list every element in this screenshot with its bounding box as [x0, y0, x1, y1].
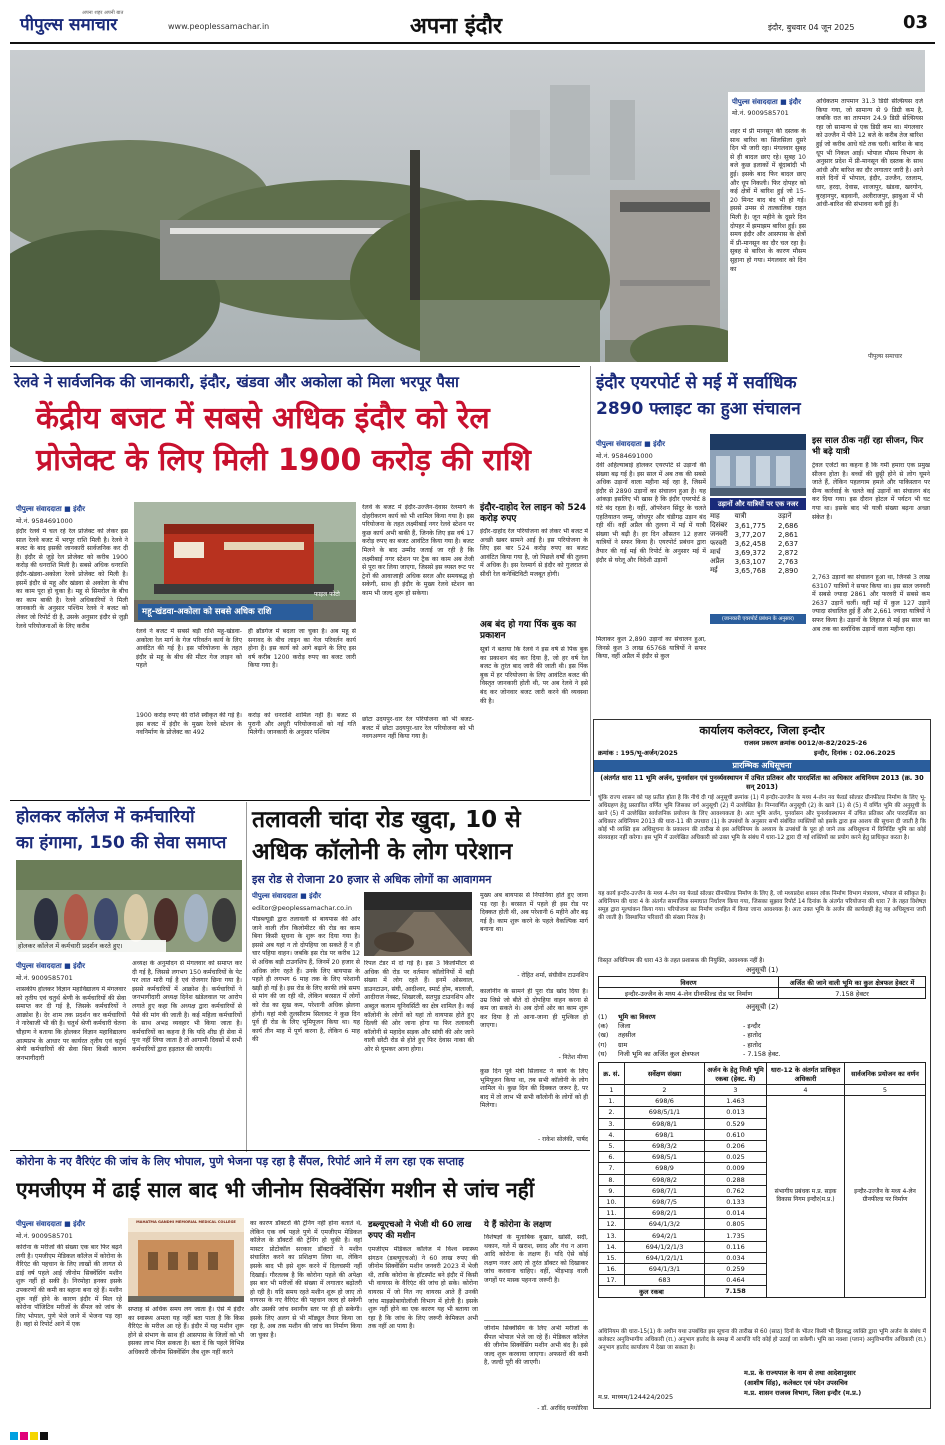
info-value: - हातोद: [743, 1031, 762, 1040]
land-cell: 698/5/1: [625, 1152, 705, 1163]
road-headline-2: अधिक कॉलोनी के लोग परेशान: [252, 839, 513, 865]
airport-cell: 3,63,107: [734, 557, 766, 566]
airport-photo: [710, 434, 806, 496]
rail-headline-2: प्रोजेक्ट के लिए मिली 1900 करोड़ की राशि: [36, 443, 531, 478]
airport-cell: 2,890: [778, 566, 799, 575]
airport-byline: पीपुल्स संवाददाता ■ इंदौर: [596, 440, 665, 448]
land-cell: 2.: [599, 1107, 625, 1118]
notice-madhyam: म.प्र. माध्यम/124424/2025: [598, 1393, 674, 1401]
table-row: [710, 548, 806, 557]
rail-column-4b: सूत्रों ने बताया कि रेलवे ने इस वर्ष से पिंक बुक का प्रकाशन बंद कर दिया है, जो हर वर्ष रेल बजट के तुरंत बाद जारी की जाती थी। इस पिंक बुक में हर परियोजना के लिए आवंटित बजट की विस्तृत जानकारी होती थी, पर अब रेलवे ने इसे बंद कर जोनवार बजट जारी करने की व्यवस्था की है।: [480, 646, 588, 705]
land-cell: 10.: [599, 1196, 625, 1207]
logo: पीपुल्स समाचार: [20, 15, 118, 35]
airport-column-1: देवी अहिल्याबाई होलकर एयरपोर्ट से उड़ानों की संख्या बढ़ गई है। इस साल में अब तक की सबसे अधिक उड़ानों वाला महीना मई रहा है, जिसमें इंदौर से 2890 उड़ानों का संचालन हुआ है। यह आंकड़ा इसलिए भी खास है कि इंदौर एयरपोर्ट 8 घंटे बंद रहता है। वहीं, ऑपरेशन सिंदूर के चलते एहतियातन जम्मू, जोधपुर और चंडीगढ़ उड़ान बंद रही थीं। वहीं अप्रैल की तुलना में मई में यात्री संख्या भी बढ़ी है। हर दिन औसतन 12 हजार यात्रियों ने सफर किया है। एयरपोर्ट प्रबंधन द्वारा तैयार की गई मई की रिपोर्ट के अनुसार मई में इंदौर से घरेलू और विदेशी उड़ानों: [596, 462, 706, 564]
land-th: धारा-12 के अंतर्गत प्राधिकृत अधिकारी: [767, 1063, 845, 1085]
land-cell: 16.: [599, 1264, 625, 1275]
land-cell: 13.: [599, 1230, 625, 1241]
airport-table-title: उड़ानों और यात्रियों पर एक नजर: [710, 498, 806, 510]
holkar-photo-caption: होलकर कॉलेज में कर्मचारी प्रदर्शन करते हुए।: [16, 940, 166, 952]
info-value: - हातोद: [743, 1040, 762, 1049]
page-number: 03: [903, 12, 929, 33]
notice-para-3: विस्तृत अधिनियम की धारा 43 के तहत प्रशासक की नियुक्ति, आवश्यक नहीं है।: [598, 958, 765, 964]
land-cell: 5.: [599, 1140, 625, 1151]
info-key: (1): [598, 1013, 608, 1021]
monsoon-photo-credit: पीपुल्स समाचार: [868, 353, 903, 360]
rail-byline: पीपुल्स संवाददाता ■ इंदौर: [16, 505, 85, 513]
land-cell: 694/1/2/1/3: [625, 1241, 705, 1252]
notice-schedule-2-info: [598, 1013, 838, 1059]
covid-column-1: कोरोना के मरीजों की संख्या एक बार फिर बढ़ने लगी है। एमजीएम मेडिकल कॉलेज में कोरोना के वैरिएंट की पहचान के लिए लाखों की लागत से ढाई वर्ष पहले आई जीनोम सिक्वेंसिंग मशीन शुरू नहीं हो सकी है। निरमोहा इनका इसके उपकरणों की कमी का बहाना बना रहे हैं। मशीन शुरू नहीं होने के कारण इंदौर में मिल रहे कोरोना पॉजिटिव मरीजों के सैंपल को जांच के लिए भोपाल, पुणे भेजे जाने में भेजना पड़ रहा है। वहां से रिपोर्ट आने में एक: [16, 1244, 122, 1329]
road-column-2: रिपल टेंडर में दो गई है। इस 3 किलोमीटर से अधिक की रोड पर वर्तमान कॉलोनियों में बड़ी संख्या में लोग रहते हैं। इनमें ओसवाल, डाउनटाउन, संघी, आदीश्वर, स्मार्ट होम, बालाजी, आदीराज नेक्स्ट, शिखरजी, सतपुड़ टाउनशिप और अब्दुल कलाम यूनिवर्सिटी का क्षेत्र शामिल है। कई कॉलोनी के लोगों को यहां तो वायपास होते हुए दिल्ली की ओर जाना होगा या फिर तलावली कॉलोनी से महादेव सड़क और सांघी की ओर जाने वाली छोटी रोड से होते हुए फिर देवास नाका की ओर से घूमकर आना होगा।: [364, 960, 474, 1053]
land-cell: 1.: [599, 1096, 625, 1107]
airport-table-source: (जानकारी एयरपोर्ट प्रबंधन के अनुसार): [710, 614, 806, 624]
notice-ref: राजस्व प्रकरण क्रमांक 0012/अ-82/2025-26: [744, 739, 868, 747]
covid-photo-sign: MAHATMA GANDHI MEMORIAL MEDICAL COLLEGE: [136, 1220, 236, 1224]
land-cell: 0.206: [705, 1140, 767, 1151]
sched1-header: अर्जित की जाने वाली भूमि का कुल क्षेत्रफल हेक्टर में: [779, 977, 926, 988]
rail-headline-1: केंद्रीय बजट में सबसे अधिक इंदौर को रेल: [36, 401, 490, 436]
land-cell: 0.464: [705, 1275, 767, 1286]
land-th: सार्वजनिक प्रयोजन का वर्णन: [845, 1063, 926, 1085]
land-total-value: 7.158: [705, 1286, 767, 1297]
land-cell: 14.: [599, 1241, 625, 1252]
registration-bar: [0, 1432, 945, 1440]
table-row: [599, 988, 926, 999]
info-label: भूमि का विवरण: [618, 1013, 656, 1021]
land-cell: 0.013: [705, 1107, 767, 1118]
info-row: [598, 1022, 838, 1031]
road-quote-1-by: - रोहित शर्मा, संघीवीन टाउनशिप: [517, 972, 588, 979]
holkar-headline-2: का हंगामा, 150 की सेवा समाप्त: [16, 833, 227, 853]
sched1-header: विवरण: [599, 977, 779, 988]
holkar-byline: पीपुल्स संवाददाता ■ इंदौर: [16, 962, 85, 970]
sched1-cell: 7.158 हेक्टर: [779, 988, 926, 999]
cyan-swatch: [10, 1432, 18, 1440]
land-cell: 1.735: [705, 1230, 767, 1241]
table-row: [710, 539, 806, 548]
rail-column-2d: करोड़ को धनराशि शामिल नहीं है। बजट से पुरानी और अधूरी परियोजनाओं को नई गति मिलेगी। जानकारी के अनुसार पश्चिम: [248, 712, 356, 737]
land-cell: 694/2/1: [625, 1230, 705, 1241]
holkar-photo: [16, 860, 242, 952]
covid-column-5: विशेषज्ञों के मुताबिक बुखार, खांसी, सर्दी, थकान, गले में खराश, स्वाद और गंध न आना आदि कोरोना के लक्षण हैं। यदि ऐसे कोई लक्षण नजर आएं तो तुरंत डॉक्टर को दिखाकर जांच करवाना चाहिए। वहीं, भीड़भाड़ वाली जगहों पर मास्क पहनना जरूरी है।: [484, 1234, 588, 1284]
airport-cell: 3,77,207: [734, 530, 766, 539]
land-th: अर्जन के हेतु निजी भूमि रकबा (हेक्ट. में): [705, 1063, 767, 1085]
rail-column-2b: ही ब्रॉडगेज में बदला जा चुका है। अब महू से सनावद के बीच लाइन का गेज परिवर्तन कार्य होना है। इस कार्य को आगे बढ़ाने के लिए इस वर्ष करीब 1200 करोड़ रुपए का बजट जारी किया गया है।: [248, 628, 356, 670]
airport-cell: 3,62,458: [734, 539, 766, 548]
rail-photo-credit: फाइल फोटो: [314, 591, 340, 598]
masthead: [10, 10, 935, 44]
land-cell: 694/1/2/1/1: [625, 1252, 705, 1263]
rail-column-3-sub: छोटा उदयपुर-धार रेल परियोजना को भी बजट- बजट में छोटा उदयपुर-धार रेल परियोजना को भी नवगअग्गन नहीं किया गया है।: [362, 716, 474, 741]
info-key: (घ): [598, 1049, 607, 1058]
land-cell: 698/7/1: [625, 1185, 705, 1196]
site-url[interactable]: www.peoplessamachar.in: [168, 22, 270, 31]
covid-column-2: सप्ताह से अधिक समय लग जाता है। ऐसे में इंदौर का स्वास्थ्य अमला यह नहीं बता पाता है कि किस वैरिएंट के मरीज आ रहे हैं। इंदौर में यह मशीन शुरू होने से संभाग के साथ ही आसपास के जिलों को भी इसका लाभ मिल सकता है। बता दें कि पहले विभिन्न अधिकारी जीनोम सिक्वेंसिंग लैब शुरू नहीं करने: [128, 1306, 244, 1356]
dateline: इंदौर, बुधवार 04 जून 2025: [768, 23, 855, 32]
land-col-num: 3: [705, 1085, 767, 1096]
airport-column-1b: मिलाकर कुल 2,890 उड़ानों का संचालन हुआ, जिनसे कुल 3 लाख 65768 यात्रियों ने सफर किया, वहीं अप्रैल में इंदौर से कुल: [596, 636, 706, 661]
land-cell: 0.034: [705, 1252, 767, 1263]
covid-sub-head-2: ये हैं कोरोना के लक्षण: [484, 1220, 552, 1230]
covid-kicker: कोरोना के नए वैरिएंट की जांच के लिए भोपाल, पुणे भेजना पड़ रहा है सैंपल, रिपोर्ट आने में लग रहा एक सप्ताह: [16, 1155, 464, 1168]
monsoon-byline: पीपुल्स संवाददाता ■ इंदौर: [732, 98, 801, 106]
airport-cell: दिसंबर: [710, 521, 728, 529]
airport-cell: 2,872: [778, 548, 799, 557]
info-key: (क): [598, 1022, 609, 1031]
land-cell: 0.133: [705, 1196, 767, 1207]
notice-schedule-1-table: [598, 976, 926, 999]
info-label: जिला: [618, 1022, 631, 1031]
airport-cell: मार्च: [710, 548, 721, 556]
land-total-label: कुल रकबा: [599, 1286, 705, 1297]
land-cell: 683: [625, 1275, 705, 1286]
holkar-headline-1: होलकर कॉलेज में कर्मचारियों: [16, 807, 195, 827]
notice-schedule-2-label: अनुसूची (2): [745, 1003, 779, 1011]
airport-cell: 3,61,775: [734, 521, 766, 530]
land-cell: 4.: [599, 1129, 625, 1140]
airport-th-flights: उड़ानें: [778, 512, 792, 520]
covid-byline: पीपुल्स संवाददाता ■ इंदौर: [16, 1220, 85, 1228]
airport-headline-1: इंदौर एयरपोर्ट से मई में सर्वाधिक: [596, 373, 797, 393]
airport-column-3: 2,763 उड़ानों का संचालन हुआ था, जिनसे 3 लाख 63107 यात्रियों ने सफर किया था। इस साल जनवरी में सबसे ज्यादा 2861 और फरवरी में सबसे कम 2637 उड़ानें चलीं। वहीं मई में कुल 127 उड़ानें ज्यादा संचालित हुई हैं और 2,661 ज्यादा यात्रियों ने सफर किया है। उड़ानों के लिहाज से मई इस साल का अब तक का सर्वाधिक उड़ानों वाला महीना रहा।: [812, 574, 930, 633]
land-cell: 694/1/3/2: [625, 1219, 705, 1230]
sched1-cell: इन्दौर-उज्जैन के मध्य 4-लेन ग्रीनफील्ड रोड पर निर्माण: [599, 988, 779, 999]
airport-cell: 2,686: [778, 521, 799, 530]
airport-cell: 2,637: [778, 539, 799, 548]
notice-office: कार्यालय कलेक्टर, जिला इन्दौर: [699, 724, 825, 737]
notice-signature-1: म.प्र. के राज्यपाल के नाम से तथा आदेशानुसार: [744, 1369, 856, 1377]
notice-para-1: चूंकि राज्य शासन को यह प्रतीत होता है कि नीचे दी गई अनुसूची क्रमांक (1) में इन्दौर-उज्जैन के मध्य 4-लेन नव फेवर्ड सोल्डर ग्रीनफील्ड निर्माण के लिए भू-अधिग्रहण हेतु प्रस्तावित वर्णित भूमि जिसका वर्ग अनुसूची (2) में उल्लेखित है। निम्नवर्णित अनुसूची (2) के खाने (1) से (5) में वर्णित भूमि की अनुसूची के खाने (5) में उल्लेखित सार्वजनिक प्रयोजन के लिए आवश्यकता है। अतः भूमि अर्जन, पुनर्वासन और पुनर्व्यवस्थापन में उचित प्रतिकर और पारदर्शिता का अधिकार अधिनियम 2013 की धारा-11 की उपधारा (1) के उपबंधों के अनुसार सभी संबंधित व्यक्तियों को इसके द्वारा इस आशय की सूचना दी जाती है कि कोई भी व्यक्ति इस अधिसूचना के प्रकाशन की तारीख से इस अधिनियम के अध्याय के उपबंधों के पूरा हो जाने तक अधिसूचना में विनिर्दिष्ट भूमि का कोई संव्यवहार नहीं करेगा। इस भूमि में उल्लेखित अधिकारी को उक्त भूमि के संबंध में धारा-12 द्वारा दी गई शक्तियों का प्रयोग करने हेतु प्राधिकृत करता है।: [598, 795, 926, 841]
road-quote-2: [480, 988, 588, 1066]
rail-sub-head-2: अब बंद हो गया पिंक बुक का प्रकाशन: [480, 620, 577, 641]
covid-mobile: मो.नं. 9009585701: [16, 1232, 73, 1240]
land-cell: 6.: [599, 1152, 625, 1163]
info-row: [598, 1031, 838, 1040]
airport-side-head: इस साल ठीक नहीं रहा सीजन, फिर भी बढ़े यात्री: [812, 436, 924, 457]
road-photo: [364, 892, 472, 956]
covid-sub-head-1: डब्ल्यूएचओ ने भेजी थी 60 लाख रुपए की मशीन: [368, 1220, 472, 1241]
notice-schedule-1-label: अनुसूची (1): [745, 966, 779, 974]
table-row: [710, 566, 806, 575]
land-col-num: 1: [599, 1085, 625, 1096]
monsoon-mobile: मो.नं. 9009585701: [732, 109, 789, 117]
land-cell: 0.762: [705, 1185, 767, 1196]
land-cell: 0.116: [705, 1241, 767, 1252]
rail-mobile: मो.नं. 9584691000: [16, 517, 73, 525]
land-cell: 11.: [599, 1208, 625, 1219]
land-cell: 698/8/1: [625, 1118, 705, 1129]
land-cell: 698/2/1: [625, 1208, 705, 1219]
covid-quote-by: - डॉ. अरविंद घनघोरिया: [537, 1405, 588, 1412]
land-col-num: 5: [845, 1085, 926, 1096]
land-th: क्र. सं.: [599, 1063, 625, 1085]
notice-signature-2: (आशीष सिंह), कलेक्टर एवं पदेन उपसचिव: [744, 1379, 848, 1387]
land-authority: संभागीय प्रबंधक म.प्र. सड़क विकास निगम इन्दौर(म.प्र.): [767, 1096, 845, 1297]
rail-column-3: रेलवे के बजट में इंदौर-उज्जैन-देवास रेलमार्ग के दोहरीकरण कार्य को भी शामिल किया गया है। इस परियोजना के तहत लक्ष्मीबाई नगर रेलवे स्टेशन पर कुछ कार्य अभी बाकी हैं, जिनके लिए इस वर्ष 17 करोड़ रुपए का बजट आवंटित किया गया है। बजट मिलने के बाद उम्मीद जताई जा रही है कि लक्ष्मीबाई नगर स्टेशन पर ट्रैक का काम अब तेजी से पूरा कर लिया जाएगा, जिससे इस व्यस्त रूट पर ट्रेनों की आवाजाही अधिक सरल और समयबद्ध हो सकेगी, साथ ही इंदौर के मुख्य रेलवे स्टेशन का काम भी जल्द शुरू हो सकेगा।: [362, 504, 474, 597]
land-cell: 698/8/2: [625, 1174, 705, 1185]
land-cell: 698/7/5: [625, 1196, 705, 1207]
monsoon-column-1: शहर में प्री मानसून की दस्तक के साथ बारिश का सिलसिला दूसरे दिन भी जारी रहा। मंगलवार सुबह से ही बादल छाए रहे। सुबह 10 बजे कुछ इलाकों में बूंदाबांदी भी हुई। इसके बाद फिर बादल छाए और धूप निकली। फिर दोपहर को कई क्षेत्रों में बारिश हुई जो 15-20 मिनट बाद बंद भी हो गई। इससे उमस से तात्कालिक राहत मिली है। जून महीने के दूसरे दिन दोपहर में झमाझम बारिश हुई। इस समय इंदौर और आसपास के क्षेत्रों में प्री-मानसून का दौर चल रहा है। सुबह से बारिश के कारण मौसम सुहाना हो गया। मंगलवार को दिन का: [730, 128, 806, 273]
notice-footer: अधिनियम की धारा-15(1) के अधीन यथा उपबंधित इस सूचना की तारीख से 60 (साठ) दिनों के भीतर किसी भी हितबद्ध व्यक्ति द्वारा भूमि अर्जन के संबंध में कलेक्टर अनुविभागीय अधिकारी (रा.) अनुभाग हातोद के समक्ष में आपत्ति यदि कोई हो उठाई जा सकेगी। भूमि का नक्शा (प्लान) अनुविभागीय अधिकारी (रा.) अनुभाग हातोद कार्यालय में देखा जा सकता है।: [598, 1329, 926, 1351]
airport-cell: 2,861: [778, 530, 799, 539]
notice-case-no: क्रमांक : 195/भू-अर्जन/2025: [598, 749, 678, 757]
land-cell: 1.463: [705, 1096, 767, 1107]
land-cell: 15.: [599, 1252, 625, 1263]
road-headline-1: तलावली चांदा रोड खुदा, 10 से: [252, 807, 521, 833]
info-label: निजी भूमि का अर्जित कुल क्षेत्रफल: [618, 1049, 700, 1058]
magenta-swatch: [20, 1432, 28, 1440]
airport-cell: मई: [710, 566, 718, 574]
land-cell: 0.014: [705, 1208, 767, 1219]
info-value: - इन्दौर: [743, 1022, 761, 1031]
land-cell: 0.288: [705, 1174, 767, 1185]
road-quote-2-by: - नितेश मीणा: [558, 1054, 588, 1061]
airport-table: [710, 512, 806, 575]
road-quote-1-text: मुख्य अब बायपास से निपानिया होते हुए जाना पड़ रहा है। बरसात में पहले ही इस रोड पर दिक्कत होती थी, अब परेशानी 6 महीने और बढ़ गई है। काम शुरू करने के पहले वैकल्पिक मार्ग बनाना था।: [480, 892, 588, 934]
land-cell: 0.805: [705, 1219, 767, 1230]
rail-column-4: इंदौर-दाहोद रेल परियोजना को लेकर भी बजट में अच्छी खबर सामने आई है। इस परियोजना के लिए इस बार 524 करोड़ रुपए का बजट आवंटित किया गया है, जो पिछले वर्षों की तुलना में अधिक है। इस रेलमार्ग से इंदौर को गुजरात से सीधी रेल कनेक्टिविटी मजबूत होगी।: [480, 528, 588, 578]
land-col-num: 4: [767, 1085, 845, 1096]
land-cell: 17.: [599, 1275, 625, 1286]
airport-cell: 3,69,372: [734, 548, 766, 557]
land-purpose: इन्दौर-उज्जैन के मध्य 4-लेन ग्रीनफील्ड पर निर्माण: [845, 1096, 926, 1297]
road-quote-2-text: कालोनीन के सामने ही पूरा रोड खोद दिया है। उम्र जिसे जो बीते दो दोपहिया वाहन करना से कम जा सकते थे। अब दोनों ओर का काम शुरू कर दिया है तो आना-जाना ही मुश्किल हो जाएगा।: [480, 988, 588, 1030]
land-col-num: 2: [625, 1085, 705, 1096]
land-cell: 3.: [599, 1118, 625, 1129]
info-row: [598, 1041, 838, 1050]
road-quote-3-text: कुछ दिन पूर्व मंत्री सिलावट ने कार्य के लिए भूमिपूजन किया था, तब सभी कॉलोनी के लोग शामिल थे। कुछ दिन की दिक्कत जरूर है, पर बाद में तो लाभ भी सभी कॉलोनी के लोगों को ही मिलेगा।: [480, 1068, 588, 1110]
table-row: [710, 521, 806, 530]
info-value: - 7.158 हेक्ट.: [743, 1049, 781, 1058]
land-cell: 698/9: [625, 1163, 705, 1174]
holkar-column-2: अध्यक्ष के अनुमोदन से मंगलवार को समाप्त कर दी गई है, जिससे लगभग 150 कर्मचारियों के पेट पर लात मारी गई है एवं रोजगार छिना गया है। इससे कर्मचारियों में आक्रोश है। कर्मचारियों ने जनभागीदारी अध्यक्ष दिनेश खंडेलवाल पर आरोप लगाते हुए कहा कि अध्यक्ष द्वारा कर्मचारियों से पैसे की मांग की जाती है। कई महिला कर्मचारियों के साथ अभद्र व्यवहार भी किया जाता है। कर्मचारियों का कहना है कि यदि शीघ्र ही सेवा में पुनः नहीं लिया जाता है तो आगामी दिवसों में सभी कर्मचारियों द्वारा हड़ताल की जाएगी।: [132, 960, 242, 1053]
holkar-column-1: शासकीय होलकर विज्ञान महाविद्यालय में मंगलवार को तृतीय एवं चतुर्थ श्रेणी के कर्मचारियों की सेवा समाप्त कर दी गई है, जिसके कर्मचारियों ने आक्रोश है। देर शाम तक प्रदर्शन कर कर्मचारियों ने नारेबाजी भी की है। चतुर्थ श्रेणी कर्मचारी चेतना चौहाण ने बताया कि होलकर विज्ञान महाविद्यालय आत्मप्रभ के आधार पर कार्यरत तृतीय एवं चतुर्थ श्रेणी कर्मचारियों की सेवा बिना किसी कारण जनभागीदारी: [16, 986, 126, 1062]
road-deck: इस रोड से रोजाना 20 हजार से अधिक लोगों का आवागमन: [252, 873, 492, 886]
info-row: [598, 1013, 838, 1022]
notice-title: प्रारम्भिक अधिसूचना: [594, 760, 930, 772]
table-row: [599, 1096, 926, 1107]
rail-column-1: इंदौर रेलवे में चल रहे रेल प्रोजेक्ट को लेकर इस साल रेलवे बजट में भरपूर राशि मिली है। रेलवे ने बजट के बाद इसकी जानकारी सार्वजनिक कर दी है। इंदौर से जुड़े रेल प्रोजेक्ट को करीब 1900 करोड़ की धनराशि मिली है। सबसे अधिक धनराशि इंदौर-खंडवा-अकोला रेलवे प्रोजेक्ट को मिली है। इसमें इंदौर से महू और खंडवा से अकोला के बीच का काम पूरा हो चुका है। महू से सिमरोल के बीच का काम बाकी है। रेलवे अधिकारियों ने मिली जानकारी के अनुसार पश्चिम रेलवे ने बजट को लेकर जो रिपोर्ट दी है, उसके अनुसार इंदौर से जुड़ी रेलवे परियोजनाओं के लिए करीब: [16, 528, 128, 630]
road-quote-3-by: - राकेश सोलंकी, पार्षद: [538, 1136, 588, 1143]
rail-kicker: रेलवे ने सार्वजनिक की जानकारी, इंदौर, खंडवा और अकोला को मिला भरपूर पैसा: [14, 373, 459, 391]
airport-th-month: माह: [710, 512, 720, 520]
airport-cell: 2,763: [778, 557, 799, 566]
road-quote-3: [480, 1068, 588, 1148]
notice-place-date: इन्दौर, दिनांक : 02.06.2025: [814, 749, 896, 757]
airport-cell: फरवरी: [710, 539, 727, 547]
land-cell: 0.610: [705, 1129, 767, 1140]
info-key: (ग): [598, 1040, 607, 1049]
info-key: (ख): [598, 1031, 609, 1040]
section-title: अपना इंदौर: [410, 14, 503, 39]
airport-headline-2: 2890 फ्लाइट का हुआ संचालन: [596, 399, 801, 419]
land-cell: 7.: [599, 1163, 625, 1174]
info-row: [598, 1050, 838, 1059]
land-cell: 698/6: [625, 1096, 705, 1107]
notice-land-table: [598, 1062, 926, 1298]
info-label: ग्राम: [618, 1040, 628, 1049]
airport-mobile: मो.नं. 9584691000: [596, 452, 653, 460]
land-cell: 698/1: [625, 1129, 705, 1140]
land-cell: 0.529: [705, 1118, 767, 1129]
covid-headline: एमजीएम में ढाई साल बाद भी जीनोम सिक्वेंसिंग मशीन से जांच नहीं: [16, 1178, 535, 1202]
land-cell: 8.: [599, 1174, 625, 1185]
covid-column-4: एमजीएम मेडिकल कॉलेज में विश्व स्वास्थ्य संगठन (डब्ल्यूएचओ) ने 60 लाख रुपए की जीनोम सिक्वेंसिंग मशीन जनवरी 2023 में भेजी थी, ताकि कोरोना के हॉटस्पॉट बने इंदौर में किसी भी वायरस के वैरिएंट की जांच हो सके। कोरोना वायरस में जो नित नए वायरस आते हैं उनकी जांच माइक्रोबायोलॉजी विभाग में होती है। इसके शुरू नहीं होने का एक कारण यह भी बताया जा रहा है कि जांच के लिए जरूरी केमिकल अभी तक नहीं आ पाया है।: [368, 1246, 478, 1331]
covid-quote: [484, 1320, 588, 1424]
road-email[interactable]: editor@peoplessamachar.co.in: [252, 904, 352, 912]
land-cell: 0.259: [705, 1264, 767, 1275]
covid-photo: [128, 1218, 244, 1302]
rail-column-2a: रेलवे ने बजट में सबसे बड़ी राशि महू-खंडवा-अकोला रेल मार्ग के गेज परिवर्तन कार्य के लिए आवंटित की गई है। इस परियोजना के तहत इंदौर से महू के बीच की मीटर गेज लाइन को पहले: [136, 628, 242, 670]
rail-sub-head-1: इंदौर-दाहोद रेल लाइन को 524 करोड़ रुपए: [480, 503, 587, 524]
rail-photo-caption: महू-खंडवा-अकोला को सबसे अधिक राशि: [138, 604, 313, 620]
land-cell: 698/3/2: [625, 1140, 705, 1151]
holkar-mobile: मो.नं. 9009585701: [16, 974, 73, 982]
airport-cell: अप्रैल: [710, 557, 725, 565]
notice-para-2: यह कार्य इन्दौर-उज्जैन के मध्य 4-लेन नव फेवर्ड सोल्डर ग्रीनफील्ड निर्माण के लिए है, जो मध्यप्रदेश शासन लोक निर्माण विभाग मंत्रालय, भोपाल से स्वीकृत है। अधिनियम की धारा 4 के अंतर्गत सामाजिक समाघात निर्धारण किया गया, जिसका सुझाव रिपोर्ट 14 दिनांक के अंतर्गत परियोजना की धारा 7 के तहत विशेषज्ञ समूह द्वारा मूल्यांकन किया गया। परियोजना का निर्माण जनहित में किया जाना आवश्यक है। अतः उक्त भूमि के अर्जन की कार्यवाही हेतु यह अधिसूचना जारी की जाती है। विस्थापित परिवारों की संख्या निरंक है।: [598, 891, 926, 921]
table-row: [710, 530, 806, 539]
land-cell: 0.009: [705, 1163, 767, 1174]
land-cell: 698/5/1/1: [625, 1107, 705, 1118]
black-swatch: [40, 1432, 48, 1440]
airport-cell: जनवरी: [710, 530, 728, 538]
land-cell: 0.025: [705, 1152, 767, 1163]
logo-tagline: अपना शहर अपनी बात: [82, 10, 124, 16]
airport-side-text: ट्रेवल एजेंटों का कहना है कि गर्मी हमारा एक प्रमुख सीजन होता है। बच्चों की छुट्टी होने से लोग घूमने जाते हैं, लेकिन पहलगाम हमले और पाकिस्तान पर सैन्य कार्रवाई के चलते कई उड़ानों का संचालन बंद कर दिया गया। इस दौरान होटल में पर्यटन भी घट गया था। इसके बाद भी यात्री संख्या बढ़ना अच्छा संकेत है।: [812, 462, 930, 521]
road-quote-1: [480, 892, 588, 984]
airport-th-passengers: यात्री: [734, 512, 747, 520]
land-cell: 694/1/3/1: [625, 1264, 705, 1275]
covid-quote-text: जीनोम सिक्वेंसिंग के लिए अभी मरीजों के सैंपल भोपाल भेजे जा रहे हैं। मेडिकल कॉलेज की जीनोम सिक्वेंसिंग मशीन अभी बंद है। इसे जल्द शुरू करवाया जाएगा। अफसरों की कमी है, जल्दी पूरी की जाएगी।: [484, 1325, 588, 1367]
rail-column-2c: 1900 करोड़ रुपए की राशि स्वीकृत की गई है। इस बजट में इंदौर के मुख्य रेलवे स्टेशन के नवनिर्माण के प्रोजेक्ट का 492: [136, 712, 242, 737]
yellow-swatch: [30, 1432, 38, 1440]
govt-notice: [593, 719, 931, 1409]
airport-cell: 3,65,768: [734, 566, 766, 575]
covid-column-3: का कारण डॉक्टरों की ट्रेनिंग नहीं होना बताते थे, लेकिन एक वर्ष पहले पुणे में एमजीएम मेडिकल कॉलेज के डॉक्टरों की ट्रेनिंग हो चुकी है। वहां मास्टर प्रोटोकॉल सरकार डॉक्टरों ने मशीन संचालित करने का प्रशिक्षण लिया था, लेकिन इसके बाद भी इसे शुरू करने में दिलचस्पी नहीं दिखाई। गौरतलब है कि कोरोना पहले की अपेक्षा इस बार भी मरीजों की संख्या में लगातार बढ़ोतरी हो रही है। यदि समय रहते मशीन शुरू हो जाए तो वायरस के नए वैरिएंट की पहचान जल्द हो सकेगी और उसकी जांच स्थानीय स्तर पर ही हो सकेगी। इसके लिए अलग से भी मॉड्यूल तैयार किया जा रहा है, अब तक मशीन की जांच का निर्माण किया जा चुका है।: [250, 1220, 362, 1339]
notice-subtitle: (अंतर्गत धारा 11 भूमि अर्जन, पुनर्वासन एवं पुनर्व्यवस्थापन में उचित प्रतिकर और पारदर्शिता का अधिकार अधिनियम 2013 (क्र. 30 सन् 2013): [600, 774, 924, 791]
road-byline: पीपुल्स संवाददाता ■ इंदौर: [252, 892, 321, 900]
land-cell: 12.: [599, 1219, 625, 1230]
road-column-1: पीडब्ल्यूडी द्वारा तलावली से बायपास की ओर जाने वाली तीन किलोमीटर की रोड का काम बिना किसी सूचना के शुरू कर दिया गया है। इससे अब यहां न तो दोपहिया जा सकते हैं न ही चार पहिया वाहन। जबकि इस रोड पर करीब 12 से अधिक बड़ी टाउनशिप हैं, जिनमें 20 हजार से अधिक लोग रहते हैं। उनके लिए बायपास के पहले ही लगभग 6 माह तक के लिए परेशानी खड़ी हो गई है। इस रोड के लिए काफी लंबे समय से मांग की जा रही थी, लेकिन बरसात में लोगों को रोड का सुख कम, परेशानी अधिक झेलना होगी। यहां मंत्री तुलसीराम सिलावट ने कुछ दिन पूर्व ही रोड के लिए भूमिपूजन किया था। यह कार्य तीन माह में पूर्ण करना है, लेकिन 6 माह की: [252, 916, 360, 1044]
land-cell: 9.: [599, 1185, 625, 1196]
land-th: सर्वेक्षण संख्या: [625, 1063, 705, 1085]
info-label: तहसील: [618, 1031, 636, 1040]
monsoon-column-2: अधिकतम तापमान 31.3 डिग्री सेल्सियस दर्ज किया गया, जो सामान्य से 9 डिग्री कम है, जबकि रात का तापमान 24.9 डिग्री सेल्सियस रहा जो सामान्य से एक डिग्री कम था। मंगलवार को उज्जैन में पौने 12 बजे के करीब तेज बारिश हुई जो करीब आधे घंटे तक चली। बारिश के बाद धूप भी निकल आई। भोपाल मौसम विभाग के अनुसार प्रदेश में प्री-मानसून की दस्तक के साथ आंधी और बारिश का दौर लगातार जारी है। आने वाले दिनों में भोपाल, इंदौर, उज्जैन, रतलाम, धार, हरदा, देवास, शाजापुर, खंडवा, खरगोन, बुरहानपुर, बड़वानी, अलीराजपुर, झाबुआ में भी आंधी-बारिश की संभावना बनी हुई है।: [816, 98, 923, 209]
notice-signature-3: म.प्र. शासन राजस्व विभाग, जिला इन्दौर (म.प्र.): [744, 1389, 862, 1397]
table-row: [710, 557, 806, 566]
